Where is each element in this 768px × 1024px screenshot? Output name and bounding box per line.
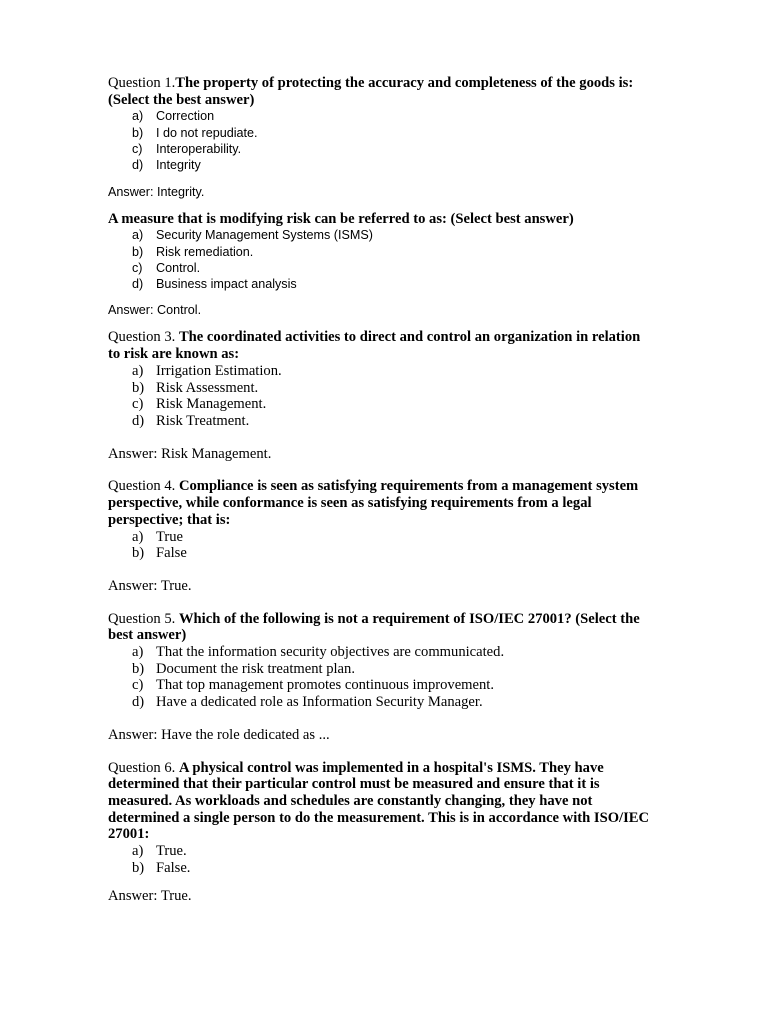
question-text: The coordinated activities to direct and control an organization in relation to risk are known as: [108,329,641,363]
question-block [108,478,653,528]
question-prefix: Question 5. [108,610,176,627]
question-stem [108,760,653,844]
question-text: Compliance is seen as satisfying requirements from a management system perspective, while conformance is seen as satisfying requirements from a legal perspective; that is: [108,478,639,528]
question-block [108,760,653,844]
question-text: A physical control was implemented in a hospital's ISMS. They have determined that their particular control must be measured and ensure that it is measured. As workloads and schedules are constantly changing, they have not determined a single person to do the measurement. This is in accordance with ISO/IEC 27001: [108,759,650,843]
option-text: Interoperability. [156,142,242,156]
question-text: A measure that is modifying risk can be referred to as: (Select best answer) [108,210,574,227]
option-item [132,677,653,694]
options-list [108,843,653,876]
question-block [108,611,653,644]
option-label: c) [132,677,144,694]
answer-text: Answer: True. [108,577,192,594]
question-prefix: Question 4. [108,478,176,495]
option-text: Irrigation Estimation. [156,362,282,379]
option-label: b) [132,379,145,396]
option-item [132,227,653,243]
question-stem [108,211,653,228]
option-label: b) [132,545,145,562]
option-text: That the information security objectives are communicated. [156,644,505,661]
option-label: b) [132,660,145,677]
option-item [132,413,653,430]
option-text: True. [156,843,187,860]
option-text: That top management promotes continuous improvement. [156,677,495,694]
option-text: Integrity [156,158,201,173]
question-text: Which of the following is not a requirement of ISO/IEC 27001? (Select the best answer) [108,610,640,644]
option-item [132,529,653,546]
question-stem [108,329,653,362]
question-stem [108,478,653,528]
option-item [132,644,653,661]
option-label: a) [132,109,144,124]
option-item [132,363,653,380]
answer-text: Answer: Risk Management. [108,445,272,462]
option-text: False [156,545,187,562]
option-text: Control. [156,260,201,275]
question-prefix: Question 6. [108,759,176,776]
question-stem [108,75,653,108]
question-block [108,329,653,362]
question-prefix: Question 3. [108,329,176,346]
options-list [108,227,653,292]
option-label: d) [132,694,145,711]
question-block [108,211,653,228]
option-text: Risk Management. [156,396,267,413]
option-label: a) [132,528,144,545]
question-stem [108,611,653,644]
option-text: Business impact analysis [156,277,297,292]
answer-text: Answer: Have the role dedicated as ... [108,726,330,743]
question-block [108,75,653,108]
option-item [132,396,653,413]
option-text: Risk Assessment. [156,379,259,396]
option-text: Have a dedicated role as Information Security Manager. [156,694,483,711]
option-item [132,125,653,141]
options-list [108,108,653,173]
option-text: True [156,528,184,545]
option-text: Risk Treatment. [156,413,250,429]
option-label: c) [132,260,143,275]
option-item [132,244,653,260]
option-label: d) [132,413,145,429]
answer-text: Answer: Integrity. [108,184,205,199]
option-item [132,157,653,173]
answer-text: Answer: Control. [108,303,202,318]
option-item [132,661,653,678]
option-item [132,380,653,397]
option-label: d) [132,277,144,292]
option-item [132,694,653,711]
document-page [108,75,653,905]
question-prefix: Question 1. [108,75,176,91]
option-text: I do not repudiate. [156,125,258,140]
option-item [132,860,653,877]
option-text: Document the risk treatment plan. [156,660,355,677]
option-item [132,843,653,860]
option-text: Risk remediation. [156,244,254,259]
option-label: a) [132,644,144,661]
option-label: c) [132,396,144,413]
option-label: b) [132,859,145,876]
option-label: a) [132,843,144,860]
option-label: a) [132,362,144,379]
question-text: The property of protecting the accuracy and completeness of the goods is: (Select the best answer) [108,75,634,108]
option-item [132,260,653,276]
option-label: b) [132,125,144,140]
option-text: Security Management Systems (ISMS) [156,228,373,243]
answer-text: Answer: True. [108,888,192,905]
option-label: a) [132,228,144,243]
option-item [132,141,653,157]
option-item [132,108,653,124]
option-item [132,545,653,562]
options-list [108,529,653,562]
option-text: False. [156,859,191,876]
option-text: Correction [156,109,215,124]
option-label: c) [132,142,143,156]
option-label: b) [132,244,144,259]
options-list [108,644,653,711]
option-label: d) [132,158,144,173]
option-item [132,276,653,292]
options-list [108,363,653,430]
